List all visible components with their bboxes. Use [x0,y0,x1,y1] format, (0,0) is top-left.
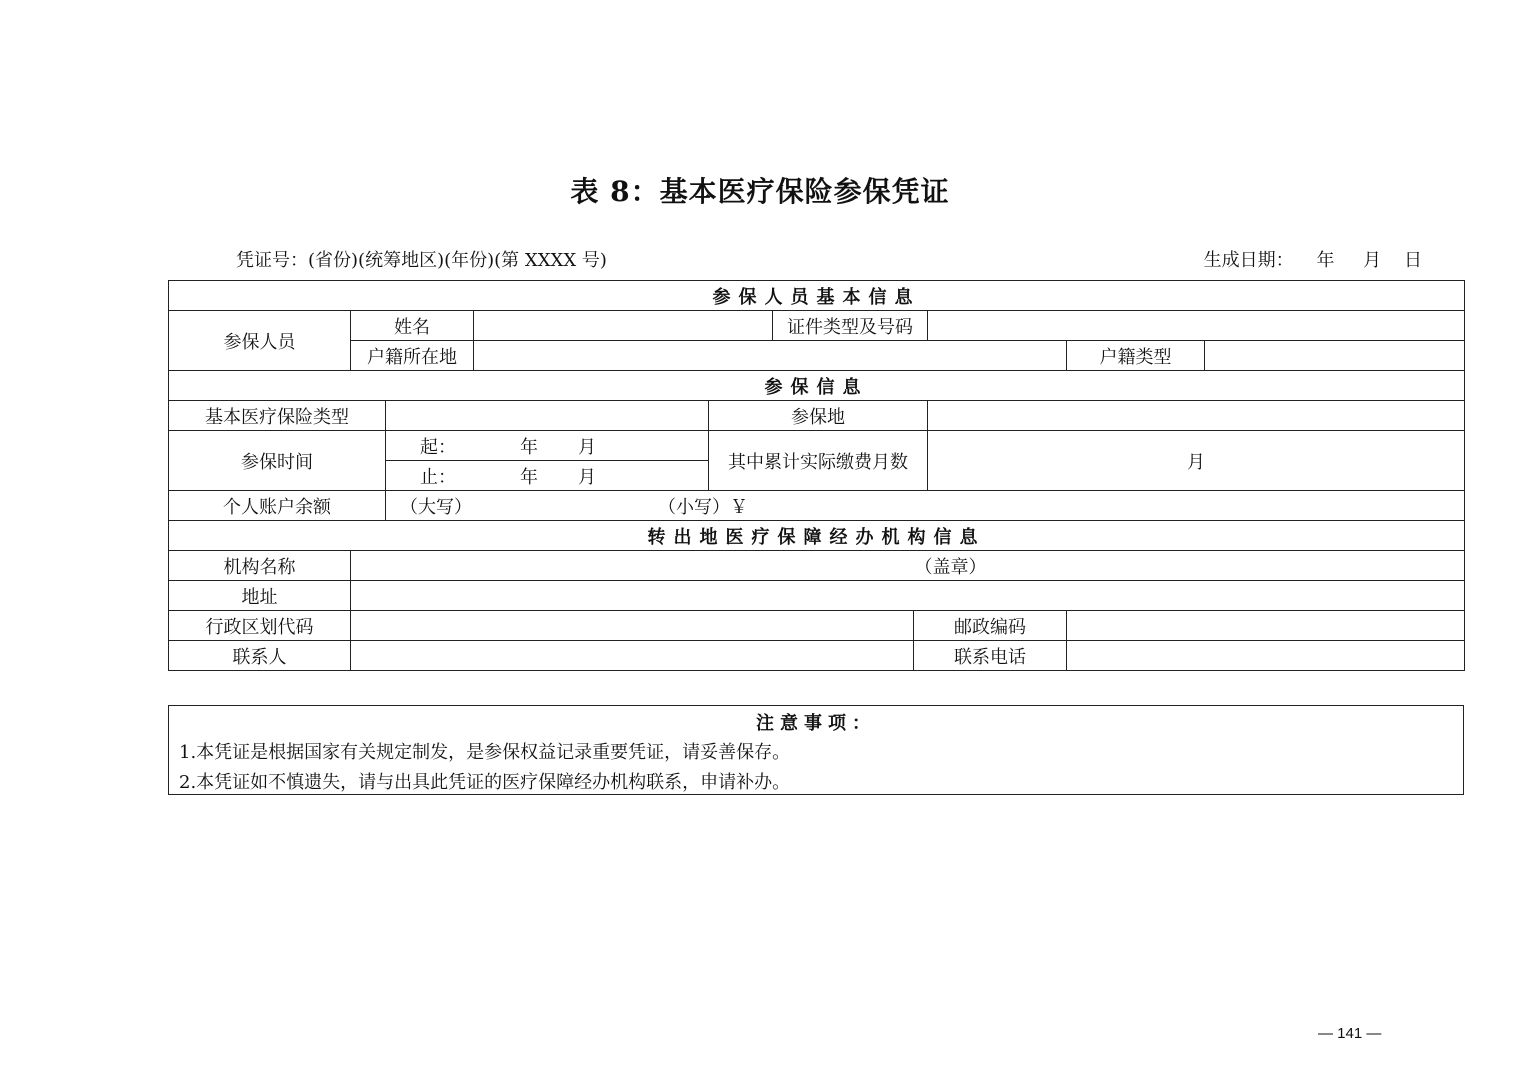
agency-name-label: 机构名称 [169,551,351,581]
generation-date: 生成日期： 年 月 日 [1203,250,1422,271]
phone-value[interactable] [1067,641,1465,671]
account-balance-value[interactable] [386,491,1465,521]
agency-name-value[interactable] [351,551,1465,581]
note-line-2: 2.本凭证如不慎遗失，请与出具此凭证的医疗保障经办机构联系，申请补办。 [179,772,791,793]
notes-heading: 注意事项： [756,713,876,734]
hukou-type-label: 户籍类型 [1067,341,1205,371]
insurance-place-value[interactable] [928,401,1465,431]
name-value[interactable] [474,311,773,341]
paid-months-value[interactable] [928,431,1465,491]
section-basic-info: 参保人员基本信息 [169,281,1465,311]
insurance-period-label: 参保时间 [169,431,386,491]
amount-lowercase-label: （小写）￥ [658,496,748,518]
notes-box [168,705,1464,795]
hukou-type-value[interactable] [1205,341,1465,371]
address-value[interactable] [351,581,1465,611]
id-type-label: 证件类型及号码 [773,311,928,341]
period-start[interactable] [386,431,709,461]
insurance-place-label: 参保地 [709,401,928,431]
insurance-type-value[interactable] [386,401,709,431]
page-title: 表 8：基本医疗保险参保凭证 [570,175,950,208]
period-end[interactable] [386,461,709,491]
section-agency-info: 转出地医疗保障经办机构信息 [169,521,1465,551]
address-label: 地址 [169,581,351,611]
contact-value[interactable] [351,641,914,671]
section-insurance-info: 参保信息 [169,371,1465,401]
paid-months-unit: 月 [1187,451,1206,473]
id-type-value[interactable] [928,311,1465,341]
note-line-1: 1.本凭证是根据国家有关规定制发，是参保权益记录重要凭证，请妥善保存。 [179,742,791,763]
postcode-label: 邮政编码 [914,611,1067,641]
insurance-voucher-table [168,280,1465,671]
paid-months-label: 其中累计实际缴费月数 [709,431,928,491]
area-code-value[interactable] [351,611,914,641]
start-label: 起： [420,436,456,458]
phone-label: 联系电话 [914,641,1067,671]
account-balance-label: 个人账户余额 [169,491,386,521]
end-month-label: 月 [578,466,596,488]
postcode-value[interactable] [1067,611,1465,641]
area-code-label: 行政区划代码 [169,611,351,641]
contact-label: 联系人 [169,641,351,671]
start-year-label: 年 [520,436,538,458]
voucher-number: 凭证号：(省份)(统筹地区)(年份)(第 XXXX 号) [236,250,607,271]
hukou-place-label: 户籍所在地 [351,341,474,371]
seal-label: （盖章） [914,556,987,578]
amount-uppercase-label: （大写） [400,496,472,518]
hukou-place-value[interactable] [474,341,1067,371]
page-number: — 141 — [1318,1025,1382,1042]
end-year-label: 年 [520,466,538,488]
insurance-type-label: 基本医疗保险类型 [169,401,386,431]
start-month-label: 月 [578,436,596,458]
end-label: 止： [420,466,456,488]
insured-person-label: 参保人员 [169,311,351,371]
name-label: 姓名 [351,311,474,341]
